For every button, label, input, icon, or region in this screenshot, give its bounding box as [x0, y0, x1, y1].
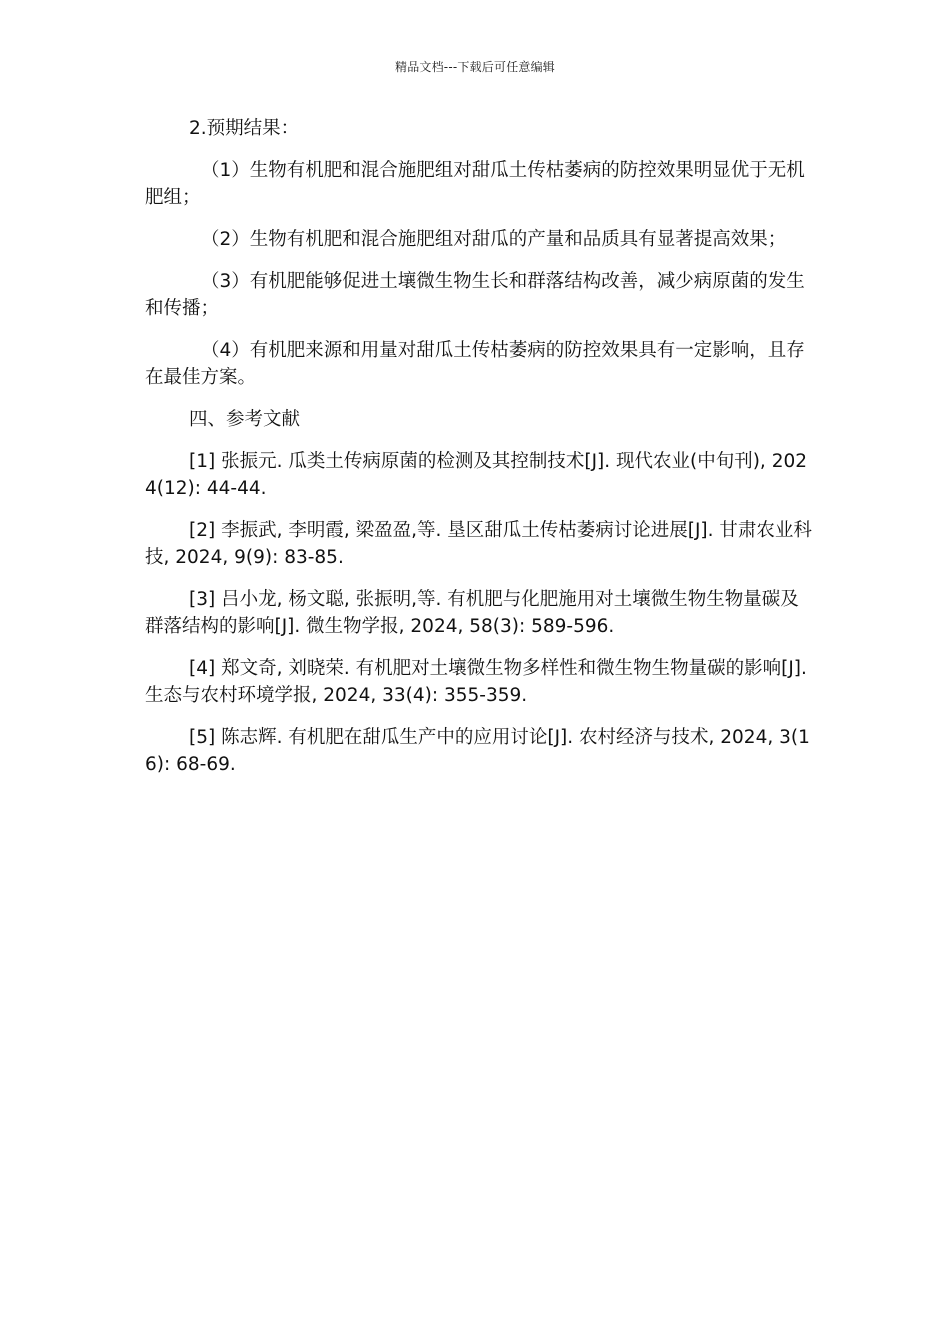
expected-results-heading: 2.预期结果： [189, 118, 300, 139]
reference-item-5: [5] 陈志辉. 有机肥在甜瓜生产中的应用讨论[J]. 农村经济与技术, 2024, 3(16): 68-69. [145, 727, 810, 775]
references-heading: 四、参考文献 [189, 409, 301, 430]
reference-item-1: [1] 张振元. 瓜类土传病原菌的检测及其控制技术[J]. 现代农业(中旬刊), 2024(12): 44-44. [145, 451, 808, 499]
page-header: 精品文档---下载后可任意编辑 [395, 60, 555, 74]
expected-result-item-4: （4）有机肥来源和用量对甜瓜土传枯萎病的防控效果具有一定影响，且存在最佳方案。 [145, 340, 805, 388]
expected-result-item-3: （3）有机肥能够促进土壤微生物生长和群落结构改善，减少病原菌的发生和传播； [145, 271, 805, 319]
reference-item-2: [2] 李振武, 李明霞, 梁盈盈,等. 垦区甜瓜土传枯萎病讨论进展[J]. 甘肃农业科技, 2024, 9(9): 83-85. [145, 520, 812, 568]
reference-item-4: [4] 郑文奇, 刘晓荣. 有机肥对土壤微生物多样性和微生物生物量碳的影响[J]. 生态与农村环境学报, 2024, 33(4): 355-359. [145, 658, 807, 706]
document-body [145, 115, 815, 793]
expected-result-item-2: （2）生物有机肥和混合施肥组对甜瓜的产量和品质具有显著提高效果； [201, 229, 787, 250]
expected-result-item-1: （1）生物有机肥和混合施肥组对甜瓜土传枯萎病的防控效果明显优于无机肥组； [145, 160, 805, 208]
reference-item-3: [3] 吕小龙, 杨文聪, 张振明,等. 有机肥与化肥施用对土壤微生物生物量碳及群落结构的影响[J]. 微生物学报, 2024, 58(3): 589-596. [145, 589, 799, 637]
